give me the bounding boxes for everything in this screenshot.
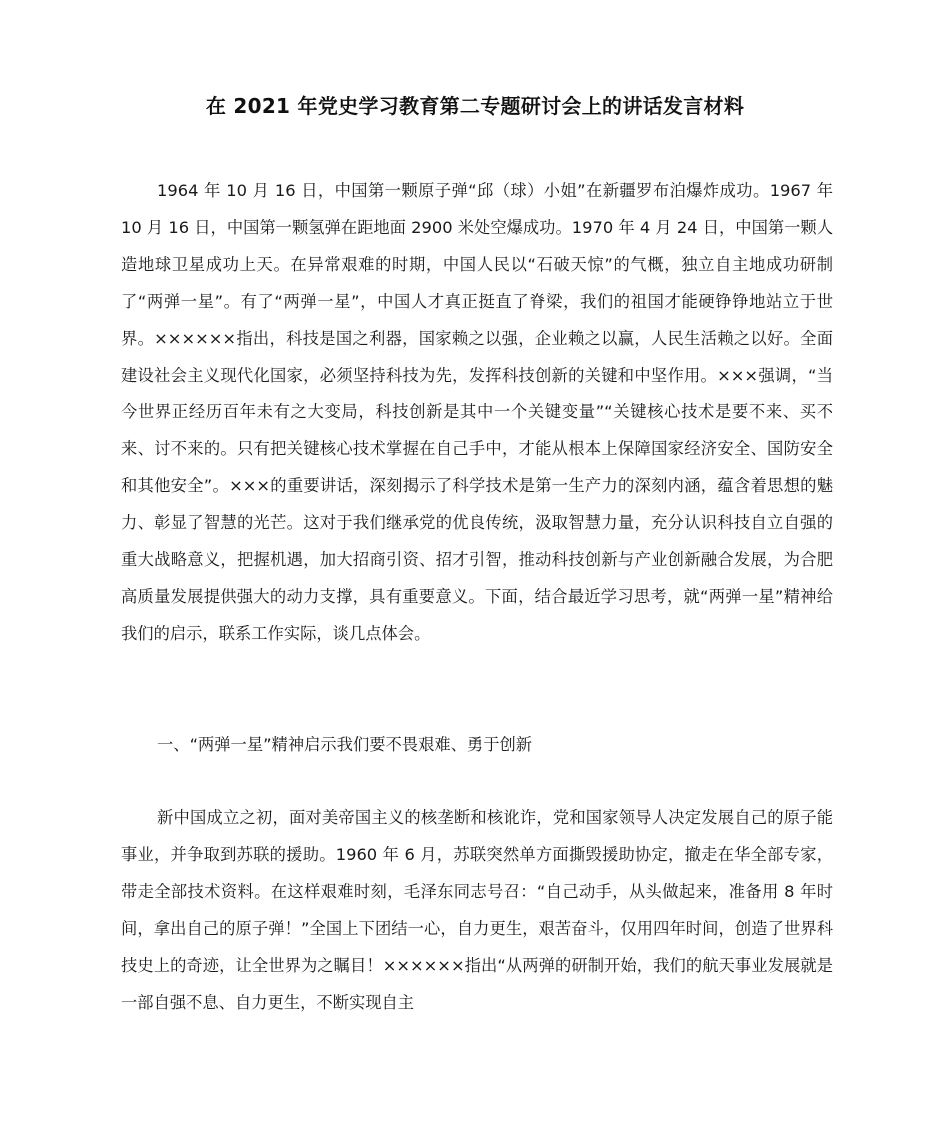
document-title: 在 2021 年党史学习教育第二专题研讨会上的讲话发言材料 [205,94,745,118]
body-paragraph-2: 新中国成立之初，面对美帝国主义的核垄断和核讹诈，党和国家领导人决定发展自己的原子能事业，并争取到苏联的援助。1960 年 6 月，苏联突然单方面撕毁援助协定，撤走在华全部专家，带走全部技术资料。在这样艰难时刻，毛泽东同志号召：“自己动手，从头做起来，准备用 8 年时间，拿出自己的原子弹！”全国上下团结一心，自力更生，艰苦奋斗，仅用四年时间，创造了世界科技史上的奇迹，让全世界为之瞩目！××××××指出“从两弹的研制开始，我们的航天事业发展就是一部自强不息、自力更生，不断实现自主 [121,808,833,1012]
section-heading-1: 一、“两弹一星”精神启示我们要不畏艰难、勇于创新 [157,735,533,754]
body-paragraph-1: 1964 年 10 月 16 日，中国第一颗原子弹“邱（球）小姐”在新疆罗布泊爆炸成功。1967 年 10 月 16 日，中国第一颗氢弹在距地面 2900 米处空爆成功。1970 年 4 月 24 日，中国第一颗人造地球卫星成功上天。在异常艰难的时期，中国人民以“石破天惊”的气概，独立自主地成功研制了“两弹一星”。有了“两弹一星”，中国人才真正挺直了脊梁，我们的祖国才能硬铮铮地站立于世界。××××××指出，科技是国之利器，国家赖之以强，企业赖之以赢，人民生活赖之以好。全面建设社会主义现代化国家，必须坚持科技为先，发挥科技创新的关键和中坚作用。×××强调，“当今世界正经历百年未有之大变局，科技创新是其中一个关键变量”“关键核心技术是要不来、买不来、讨不来的。只有把关键核心技术掌握在自己手中，才能从根本上保障国家经济安全、国防安全和其他安全”。×××的重要讲话，深刻揭示了科学技术是第一生产力的深刻内涵，蕴含着思想的魅力、彰显了智慧的光芒。这对于我们继承党的优良传统，汲取智慧力量，充分认识科技自立自强的重大战略意义，把握机遇，加大招商引资、招才引智，推动科技创新与产业创新融合发展，为合肥高质量发展提供强大的动力支撑，具有重要意义。下面，结合最近学习思考，就“两弹一星”精神给我们的启示，联系工作实际，谈几点体会。 [121,181,833,643]
